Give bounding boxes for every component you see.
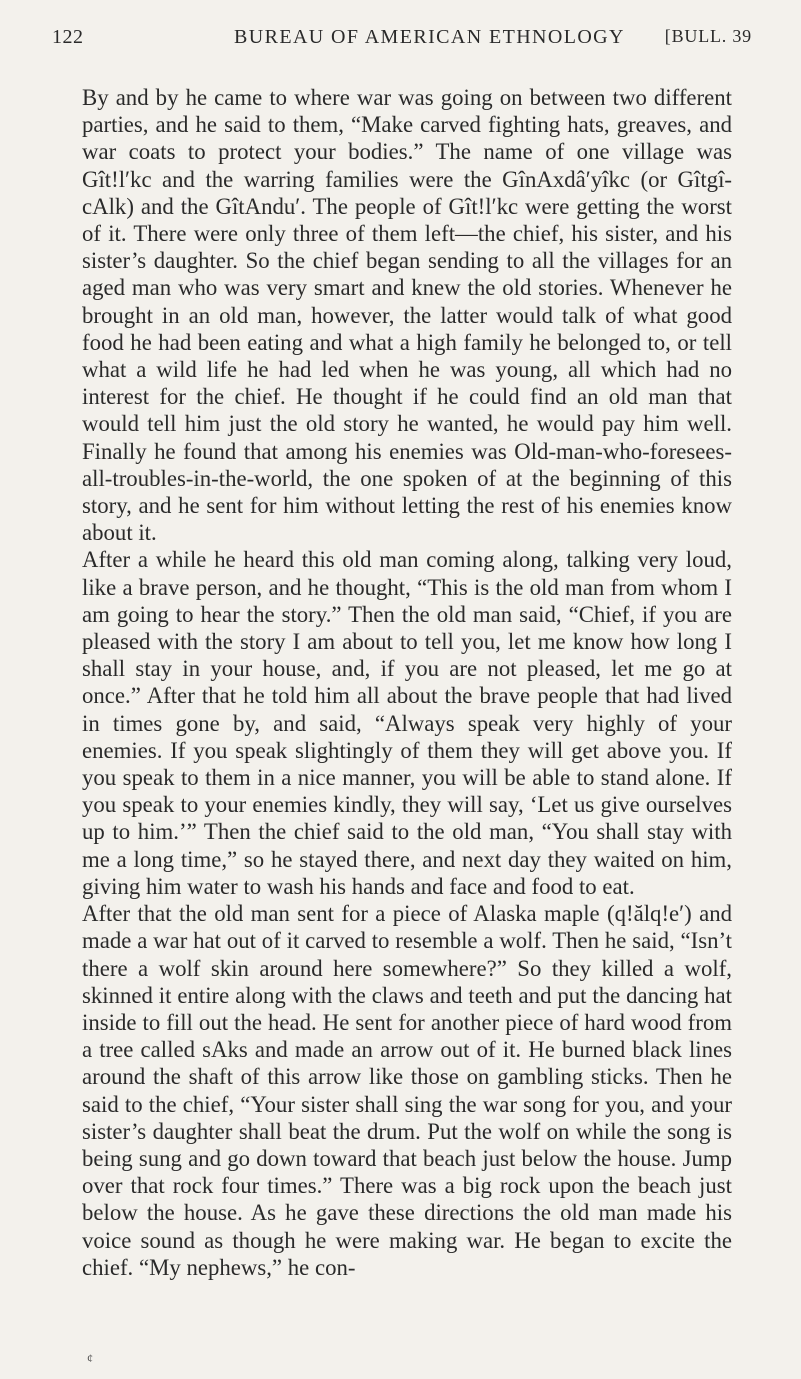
page-number: 122	[52, 26, 84, 48]
running-head	[52, 26, 752, 56]
paragraph-3: After that the old man sent for a piece of Alaska maple (q!ălq!e′) and made a war hat out of it carved to resemble a wolf. Then he said, “Isn’t there a wolf skin around here somewhere?” So they killed a wolf, skinned it entire along with the claws and teeth and put the dancing hat inside to fill out the head. He sent for another piece of hard wood from a tree called sAks and made an arrow out of it. He burned black lines around the shaft of this arrow like those on gambling sticks. Then he said to the chief, “Your sister shall sing the war song for you, and your sister’s daughter shall beat the drum. Put the wolf on while the song is being sung and go down toward that beach just below the house. Jump over that rock four times.” There was a big rock upon the beach just below the house. As he gave these directions the old man made his voice sound as though he were making war. He began to excite the chief. “My nephews,” he con-	[82, 901, 732, 1280]
paragraph-2: After a while he heard this old man coming along, talking very loud, like a brave person, and he thought, “This is the old man from whom I am going to hear the story.” Then the old man said, “Chief, if you are pleased with the story I am about to tell you, let me know how long I shall stay in your house, and, if you are not pleased, let me go at once.” After that he told him all about the brave people that had lived in times gone by, and said, “Always speak very highly of your enemies. If you speak slightingly of them they will get above you. If you speak to them in a nice manner, you will be able to stand alone. If you speak to your enemies kindly, they will say, ‘Let us give ourselves up to him.’” Then the chief said to the old man, “You shall stay with me a long time,” so he stayed there, and next day they waited on him, giving him water to wash his hands and face and food to eat.	[82, 547, 732, 899]
bulletin-reference: [BULL. 39	[664, 26, 752, 46]
stray-print-mark: ¢	[87, 1351, 93, 1365]
main-text	[82, 84, 732, 1281]
running-title: BUREAU OF AMERICAN ETHNOLOGY	[234, 26, 625, 48]
paragraph-1: By and by he came to where war was going on between two different parties, and he said to them, “Make carved fighting hats, greaves, and war coats to protect your bodies.” The name of one village was Gît!l′kc and the warring families were the GînAxdâ′yîkc (or Gîtgî-cAlk) and the GîtAndu′. The people of Gît!l′kc were getting the worst of it. There were only three of them left—the chief, his sister, and his sister’s daughter. So the chief began sending to all the villages for an aged man who was very smart and knew the old stories. Whenever he brought in an old man, however, the latter would talk of what good food he had been eating and what a high family he belonged to, or tell what a wild life he had led when he was young, all which had no interest for the chief. He thought if he could find an old man that would tell him just the old story he wanted, he would pay him well. Finally he found that among his enemies was Old-man-who-foresees-all-troubles-in-the-world, the one spoken of at the beginning of this story, and he sent for him without letting the rest of his enemies know about it.	[82, 85, 732, 546]
